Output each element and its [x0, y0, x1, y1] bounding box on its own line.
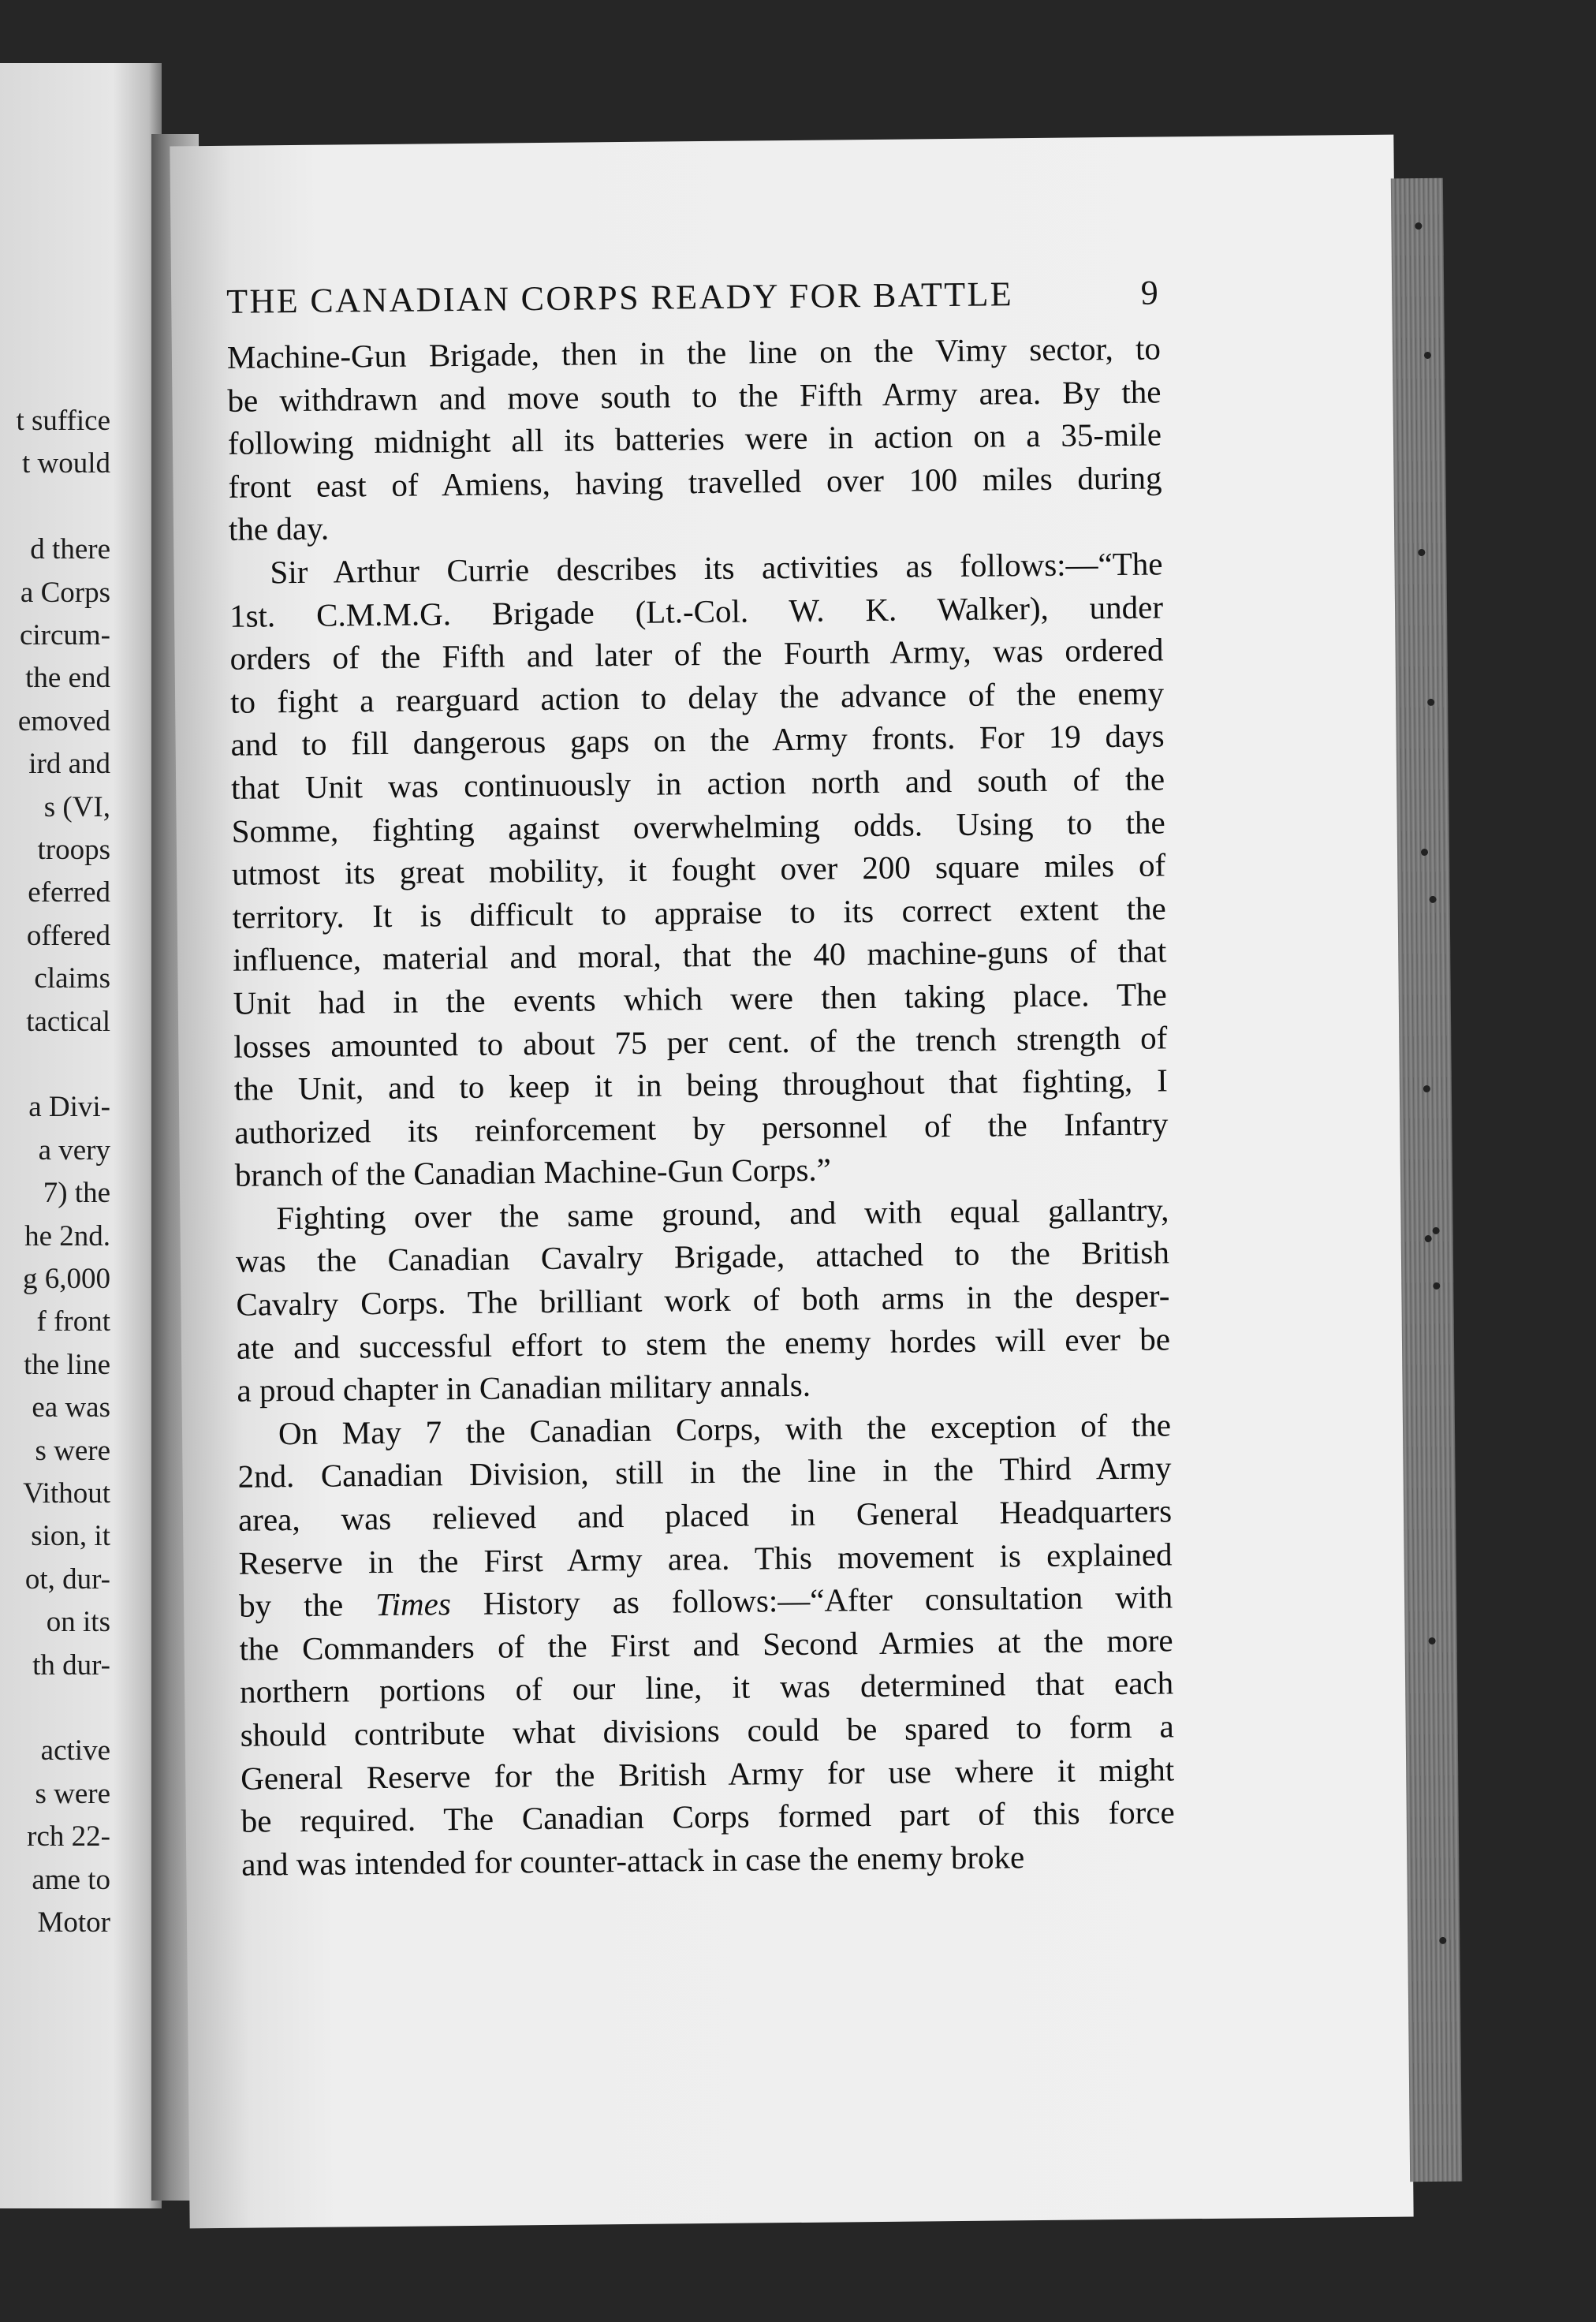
left-page-line: d there [30, 533, 110, 566]
text-line: General Reserve for the British Army for use where it might [241, 1750, 1175, 1797]
left-page-line: eferred [28, 876, 110, 909]
text-line: On May 7 the Canadian Corps, with the exception of the [278, 1406, 1172, 1452]
left-page-line: rch 22- [27, 1820, 110, 1853]
edge-mark [1427, 699, 1434, 706]
text-line: be withdrawn and move south to the Fifth Army area. By the [227, 373, 1162, 419]
edge-mark [1424, 352, 1431, 359]
italic-title: Times [375, 1585, 452, 1623]
text-line: Fighting over the same ground, and with equal gallantry, [276, 1191, 1169, 1237]
edge-mark [1418, 549, 1425, 556]
page-text [226, 272, 1175, 1886]
left-page-line: the end [25, 662, 110, 695]
edge-mark [1429, 1637, 1436, 1644]
text-line: Somme, fighting against overwhelming odds. Using to the [231, 803, 1165, 849]
left-page-line: a very [38, 1133, 110, 1167]
text-line: and to fill dangerous gaps on the Army fronts. For 19 days [230, 717, 1165, 763]
text-line: northern portions of our line, it was determined that each [239, 1664, 1174, 1711]
left-page-line: emoved [17, 704, 110, 737]
left-page-line: ea was [32, 1391, 110, 1424]
edge-mark [1423, 1085, 1430, 1092]
body-text [227, 327, 1176, 1886]
text-line: 1st. C.M.M.G. Brigade (Lt.-Col. W. K. Walker), under [229, 588, 1164, 634]
text-line: the day. [228, 510, 330, 548]
text-line: Machine-Gun Brigade, then in the line on the Vimy sector, to [226, 330, 1162, 375]
left-page-line: s (VI, [43, 790, 110, 823]
text-line: that Unit was continuously in action north and south of the [230, 760, 1165, 806]
left-page-line: s were [35, 1777, 110, 1810]
left-page-line: sion, it [31, 1520, 110, 1553]
text-line: be required. The Canadian Corps formed part of this force [241, 1794, 1175, 1839]
edge-mark [1430, 896, 1437, 903]
text-line: following midnight all its batteries were in action on a 35-mile [227, 416, 1162, 462]
text-line: losses amounted to about 75 per cent. of the trench strength of [233, 1018, 1168, 1065]
left-page-line: t suffice [16, 405, 110, 437]
right-page [170, 135, 1413, 2229]
text-line: orders of the Fifth and later of the Fourth Army, was ordered [229, 631, 1164, 677]
left-page-line: a Divi- [28, 1091, 110, 1124]
edge-mark [1421, 849, 1428, 856]
left-page-line: s were [35, 1434, 110, 1467]
running-title: THE CANADIAN CORPS READY FOR BATTLE [226, 274, 1014, 321]
text-line: utmost its great mobility, it fought over 200 square miles of [232, 846, 1166, 892]
text-line: influence, material and moral, that the 40 machine-guns of that [233, 932, 1167, 979]
left-page-line: on its [46, 1606, 110, 1639]
text-line: Unit had in the events which were then taking place. The [233, 976, 1167, 1021]
text-line: Reserve in the First Army area. This movement is explained [238, 1536, 1173, 1581]
left-page-line: offered [26, 919, 110, 952]
text-line: ate and successful effort to stem the enemy hordes will ever be [236, 1320, 1171, 1366]
inline-text: by the [238, 1586, 344, 1624]
left-page [0, 63, 162, 2208]
text-line: territory. It is difficult to appraise to its correct extent the [232, 890, 1166, 935]
text-line: area, was relieved and placed in General Headquarters [237, 1492, 1173, 1538]
edge-mark [1433, 1227, 1440, 1234]
text-line: should contribute what divisions could be spared to form a [240, 1708, 1174, 1753]
text-line: the Unit, and to keep it in being throughout that fighting, I [233, 1062, 1169, 1107]
inline-text: History as follows:—“After consultation with [483, 1578, 1173, 1622]
left-page-line: 7) the [43, 1177, 110, 1210]
text-line: front east of Amiens, having travelled over 100 miles during [228, 459, 1162, 505]
edge-mark [1439, 1937, 1446, 1944]
text-line: Sir Arthur Currie describes its activities as follows:—“The [270, 545, 1163, 591]
text-line: authorized its reinforcement by personnel of the Infantry [234, 1105, 1169, 1151]
left-page-line: f front [36, 1305, 110, 1338]
text-line: a proud chapter in Canadian military annals. [237, 1367, 811, 1409]
text-line: 2nd. Canadian Division, still in the line in the Third Army [237, 1449, 1172, 1495]
left-page-line: t would [21, 447, 110, 480]
left-page-line: he 2nd. [24, 1219, 110, 1252]
edge-mark [1433, 1282, 1440, 1290]
left-page-line: the line [24, 1348, 110, 1381]
left-page-line: circum- [19, 619, 110, 651]
left-page-line: th dur- [32, 1648, 110, 1682]
left-page-line: Motor [37, 1906, 110, 1939]
text-line: was the Canadian Cavalry Brigade, attached to the British [235, 1234, 1170, 1280]
left-page-line: troops [37, 834, 110, 866]
left-page-line: g 6,000 [23, 1263, 110, 1295]
left-page-line: Vithout [23, 1477, 110, 1510]
left-page-line: a Corps [20, 576, 110, 609]
left-page-line: active [40, 1734, 110, 1768]
left-page-line: tactical [26, 1005, 110, 1038]
left-page-line: ame to [32, 1863, 110, 1896]
text-line: and was intended for counter-attack in case the enemy broke [241, 1838, 1025, 1883]
running-head [226, 272, 1160, 321]
left-page-line: claims [34, 962, 110, 995]
text-line: the Commanders of the First and Second Armies at the more [239, 1622, 1173, 1667]
edge-mark [1415, 222, 1422, 230]
left-page-line: ot, dur- [24, 1562, 110, 1596]
text-line: to fight a rearguard action to delay the advance of the enemy [229, 674, 1165, 720]
left-page-line: ird and [28, 748, 110, 781]
page-number: 9 [1140, 273, 1161, 312]
text-line: Cavalry Corps. The brilliant work of both arms in the desper- [236, 1277, 1170, 1323]
edge-mark [1425, 1235, 1432, 1242]
text-line: branch of the Canadian Machine-Gun Corps.” [234, 1151, 832, 1194]
